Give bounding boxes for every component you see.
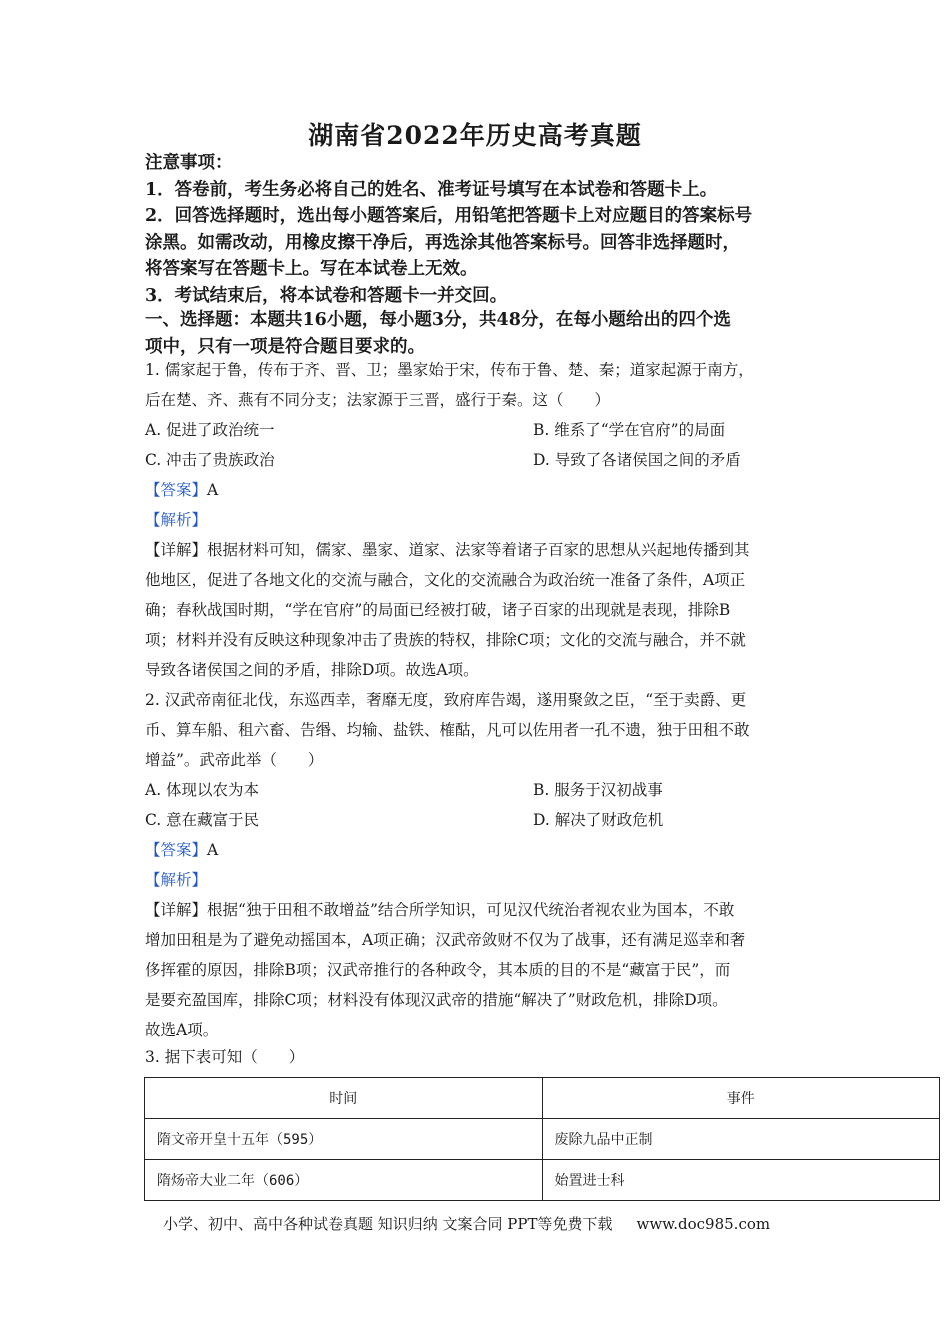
table-cell: 隋文帝开皇十五年（595） [145, 1119, 543, 1160]
notice-item: 2．回答选择题时，选出每小题答案后，用铅笔把答题卡上对应题目的答案标号 [145, 206, 753, 226]
q2-option-a: A. 体现以农为本 [145, 781, 260, 799]
q2-detail-line: 是要充盈国库，排除C项；材料没有体现汉武帝的措施“解决了”财政危机，排除D项。 [145, 991, 728, 1009]
q2-detail-line [145, 895, 815, 925]
q1-stem-line: 1. 儒家起于鲁，传布于齐、晋、卫；墨家始于宋，传布于鲁、楚、秦；道家起源于南方， [145, 361, 754, 379]
analysis-tag: 【解析】 [145, 871, 208, 889]
q2-options-row [145, 775, 815, 805]
q1-detail-line: 导致各诸侯国之间的矛盾，排除D项。故选A项。 [145, 661, 479, 679]
page-footer [163, 1213, 770, 1234]
answer-tag: 【答案】 [145, 481, 208, 499]
q1-option-a: A. 促进了政治统一 [145, 421, 275, 439]
notice-item: 1．答卷前，考生务必将自己的姓名、准考证号填写在本试卷和答题卡上。 [145, 179, 718, 200]
q2-option-b: B. 服务于汉初战事 [533, 781, 663, 799]
q1-option-b: B. 维系了“学在官府”的局面 [533, 421, 726, 439]
table-cell: 始置进士科 [542, 1160, 940, 1201]
q2-detail-line: 故选A项。 [145, 1021, 219, 1039]
footer-url[interactable]: www.doc985.com [636, 1215, 771, 1233]
q1-stem-line: 后在楚、齐、燕有不同分支；法家源于三晋，盛行于秦。这（ ） [145, 391, 611, 409]
q1-analysis [145, 505, 815, 535]
q2-detail-line: 侈挥霍的原因，排除B项；汉武帝推行的各种政令，其本质的目的不是“藏富于民”，而 [145, 961, 731, 979]
question-body [145, 355, 815, 1045]
notice-heading: 注意事项： [145, 153, 233, 173]
q2-options-row [145, 805, 815, 835]
q1-detail-line: 项；材料并没有反映这种现象冲击了贵族的特权，排除C项；文化的交流与融合，并不就 [145, 631, 746, 649]
section-heading-line: 一、选择题：本题共16小题，每小题3分，共48分，在每小题给出的四个选 [145, 310, 731, 330]
detail-tag: 【详解】 [145, 901, 208, 919]
q1-detail-line: 确；春秋战国时期，“学在官府”的局面已经被打破，诸子百家的出现就是表现，排除B [145, 601, 731, 619]
q1-detail-line: 他地区，促进了各地文化的交流与融合，文化的交流融合为政治统一准备了条件，A项正 [145, 571, 746, 589]
table-cell: 隋炀帝大业二年（606） [145, 1160, 543, 1201]
q1-answer [145, 475, 815, 505]
table-cell: 废除九品中正制 [542, 1119, 940, 1160]
page-title: 湖南省2022年历史高考真题 [308, 121, 642, 150]
q3-table [144, 1077, 940, 1201]
q1-detail-line [145, 535, 815, 565]
notice-item: 将答案写在答题卡上。写在本试卷上无效。 [145, 259, 478, 279]
detail-text: 根据材料可知，儒家、墨家、道家、法家等着诸子百家的思想从兴起地传播到其 [207, 541, 750, 559]
notice-item: 涂黑。如需改动，用橡皮擦干净后，再选涂其他答案标号。回答非选择题时， [145, 232, 740, 253]
q2-stem-line: 2. 汉武帝南征北伐，东巡西幸，奢靡无度，致府库告竭，遂用聚敛之臣，“至于卖爵、更 [145, 691, 747, 709]
table-header-time: 时间 [145, 1078, 543, 1119]
section-heading-line: 项中，只有一项是符合题目要求的。 [145, 336, 425, 357]
section-heading [145, 307, 805, 360]
table-row [145, 1160, 940, 1201]
answer-value: A [207, 481, 219, 499]
answer-value: A [207, 841, 219, 859]
q1-option-c: C. 冲击了贵族政治 [145, 451, 275, 469]
q2-detail-line: 增加田租是为了避免动摇国本，A项正确；汉武帝敛财不仅为了战事，还有满足巡幸和奢 [145, 931, 746, 949]
table-header-row [145, 1078, 940, 1119]
table-row [145, 1119, 940, 1160]
detail-text: 根据“独于田租不敢增益”结合所学知识，可见汉代统治者视农业为国本，不敢 [207, 901, 735, 919]
answer-tag: 【答案】 [145, 841, 208, 859]
q2-stem-line: 增益”。武帝此举（ ） [145, 751, 324, 769]
notice-block [145, 150, 805, 309]
q1-option-d: D. 导致了各诸侯国之间的矛盾 [533, 451, 741, 469]
q3-stem: 3. 据下表可知（ ） [145, 1048, 305, 1066]
analysis-tag: 【解析】 [145, 511, 208, 529]
notice-item: 3．考试结束后，将本试卷和答题卡一并交回。 [145, 285, 508, 306]
footer-text: 小学、初中、高中各种试卷真题 知识归纳 文案合同 PPT等免费下载 [163, 1215, 613, 1233]
detail-tag: 【详解】 [145, 541, 208, 559]
q2-option-c: C. 意在藏富于民 [145, 811, 260, 829]
q2-answer [145, 835, 815, 865]
q1-options-row [145, 445, 815, 475]
q2-option-d: D. 解决了财政危机 [533, 811, 664, 829]
q1-options-row [145, 415, 815, 445]
table-header-event: 事件 [542, 1078, 940, 1119]
q2-analysis [145, 865, 815, 895]
q2-stem-line: 币、算车船、租六畜、告缗、均输、盐铁、榷酤，凡可以佐用者一孔不遗，独于田租不敢 [145, 721, 750, 739]
